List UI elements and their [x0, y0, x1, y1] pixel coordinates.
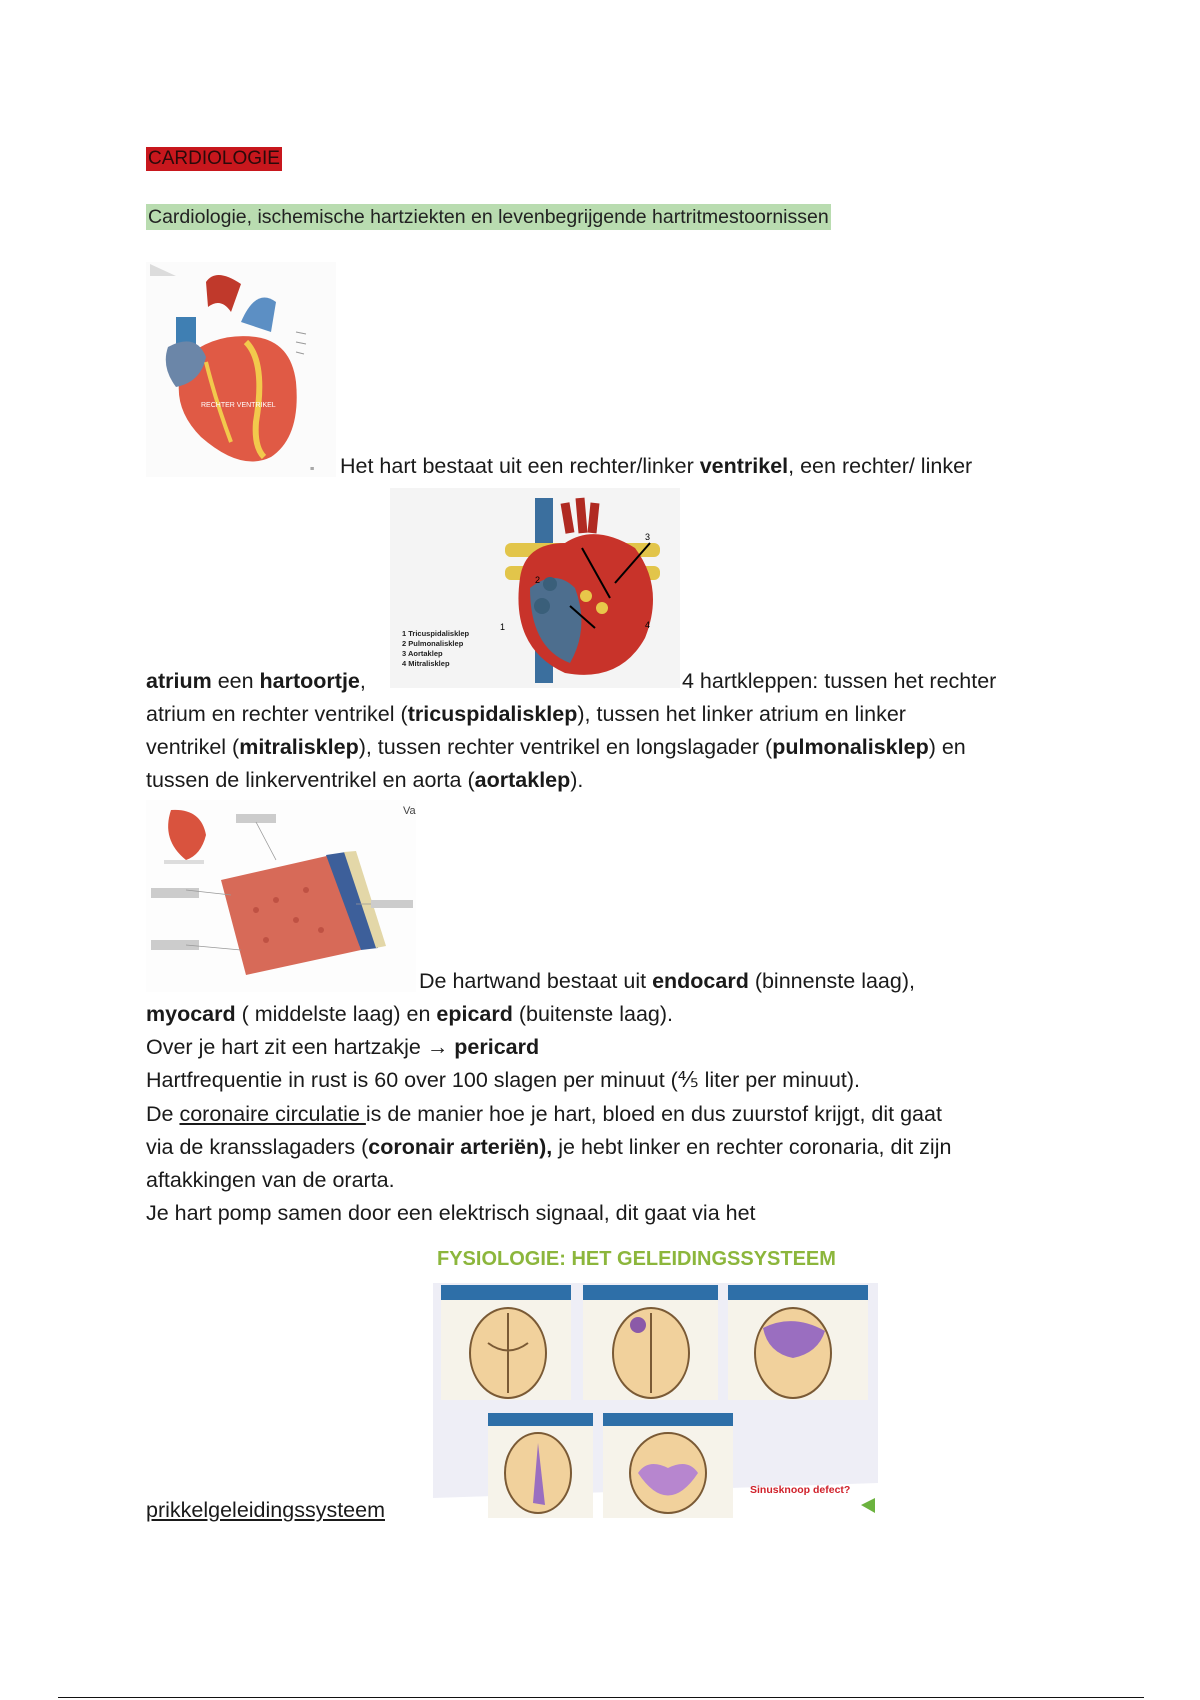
para2-line7: aftakkingen van de orarta.: [146, 1168, 395, 1192]
svg-text:1: 1: [500, 622, 506, 632]
para1-line2a: atrium een hartoortje,: [146, 669, 366, 693]
heart-exterior-image: [146, 262, 336, 477]
para1-line4: ventrikel (mitralisklep), tussen rechter ventrikel en longslagader (pulmonalisklep) en: [146, 735, 966, 759]
wall-fig-label: Va: [403, 805, 416, 817]
page-footer-line: [58, 1697, 1144, 1698]
para1-line1: Het hart bestaat uit een rechter/linker ventrikel, een rechter/ linker: [340, 454, 973, 478]
para1-line2b: 4 hartkleppen: tussen het rechter: [682, 669, 997, 693]
heart-wall-image: [146, 800, 416, 992]
conduction-fig-title: FYSIOLOGIE: HET GELEIDINGSSYSTEEM: [437, 1248, 836, 1270]
para2-line6: via de kransslagaders (coronair arteriën), je hebt linker en rechter coronaria, dit zijn: [146, 1135, 952, 1159]
svg-text:2: 2: [535, 575, 541, 585]
heart-valves-image: [390, 488, 680, 688]
document-subtitle: Cardiologie, ischemische hartziekten en levenbegrijgende hartritmestoornissen: [148, 206, 829, 228]
para2-line1: De hartwand bestaat uit endocard (binnenste laag),: [419, 969, 915, 993]
legend-1: 1 Tricuspidalisklep: [402, 629, 470, 638]
para2-line3: Over je hart zit een hartzakje → pericard: [146, 1035, 540, 1059]
legend-3: 3 Aortaklep: [402, 649, 443, 658]
para1-line5: tussen de linkerventrikel en aorta (aortaklep).: [146, 768, 584, 792]
heart-label-rv: RECHTER VENTRIKEL: [201, 402, 276, 409]
image-caption-mark: [310, 466, 324, 469]
document-title: CARDIOLOGIE: [148, 148, 280, 169]
svg-text:3: 3: [645, 532, 651, 542]
svg-text:4: 4: [645, 620, 651, 630]
legend-2: 2 Pulmonalisklep: [402, 639, 464, 648]
para2-line2: myocard ( middelste laag) en epicard (buitenste laag).: [146, 1002, 674, 1026]
para2-line5: De coronaire circulatie is de manier hoe je hart, bloed en dus zuurstof krijgt, dit gaat: [146, 1102, 942, 1126]
para2-line8: Je hart pomp samen door een elektrisch signaal, dit gaat via het: [146, 1201, 756, 1225]
para1-line3: atrium en rechter ventrikel (tricuspidalisklep), tussen het linker atrium en linker: [146, 702, 906, 726]
conduction-system-figure: [433, 1243, 878, 1523]
para2-line9: prikkelgeleidingssysteem: [146, 1498, 385, 1522]
legend-4: 4 Mitralisklep: [402, 659, 450, 668]
conduction-fig-warning: Sinusknoop defect?: [750, 1484, 851, 1496]
para2-line4: Hartfrequentie in rust is 60 over 100 slagen per minuut (⅘ liter per minuut).: [146, 1068, 860, 1092]
